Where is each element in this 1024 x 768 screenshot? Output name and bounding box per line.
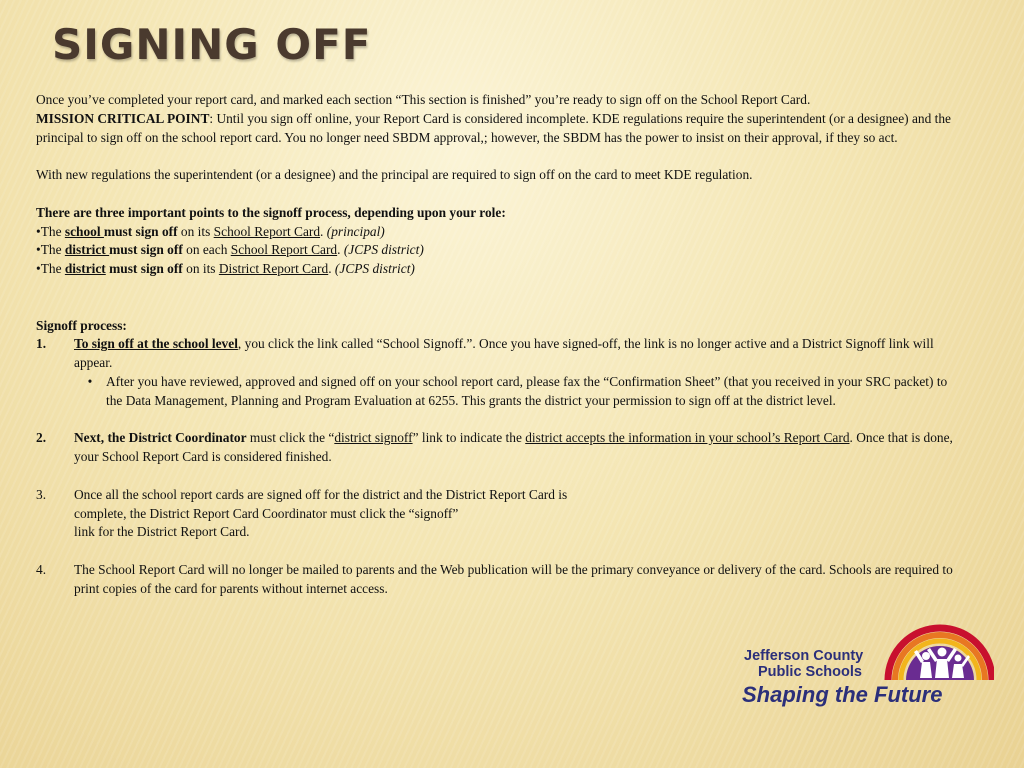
mission-critical-text: : Until you sign off online, your Report Card is considered incomplete. KDE regulations require the superintendent (or a designee) and the principal to sign off on the school report card. You no longer need SBDM approval,; however, the SBDM has the power to insist on their approval, if they so act. — [36, 110, 951, 145]
process-heading: Signoff process: — [36, 317, 127, 333]
process-step-2: 2. Next, the District Coordinator must click the “district signoff” link to indicate the district accepts the information in your school’s Report Card. Once that is done, your School Report Card is considered finished. — [36, 430, 953, 465]
intro-paragraph — [36, 91, 966, 147]
process-step-1-bullet: • After you have reviewed, approved and signed off on your school report card, please fax the “Confirmation Sheet” (that you received in your SRC packet) to the Data Management, Planning and Program Evaluation at 6255. This grants the district your permission to sign off at the district level. — [87, 373, 948, 408]
district-signoff-link: district signoff — [334, 430, 413, 446]
mission-critical-label: MISSION CRITICAL POINT — [36, 110, 210, 126]
jcps-logo — [738, 618, 994, 710]
rainbow-arch-icon — [888, 628, 992, 680]
logo-line-2: Public Schools — [758, 664, 862, 680]
process-step-1: 1. To sign off at the school level, you click the link called “School Signoff.”. Once you have signed-off, the link is no longer active and a District Signoff link will appear. — [36, 336, 934, 371]
intro-line: Once you’ve completed your report card, and marked each section “This section is finished” you’re ready to sign off on the School Report Card. — [36, 92, 811, 107]
point-item: •The district must sign off on each School Report Card. (JCPS district) — [36, 242, 424, 258]
logo-tagline: Shaping the Future — [742, 682, 943, 707]
point-item: •The school must sign off on its School Report Card. (principal) — [36, 223, 385, 239]
points-heading: There are three important points to the signoff process, depending upon your role: — [36, 204, 506, 220]
slide-body — [36, 91, 966, 599]
point-item: •The district must sign off on its District Report Card. (JCPS district) — [36, 261, 415, 277]
process-step-4: 4. The School Report Card will no longer be mailed to parents and the Web publication will be the primary conveyance or delivery of the card. Schools are required to print copies of the card for parents without internet access. — [36, 561, 953, 596]
regulation-paragraph: With new regulations the superintendent (or a designee) and the principal are required to sign off on the card to meet KDE regulation. — [36, 167, 753, 183]
page-title: SIGNING OFF — [52, 20, 372, 69]
process-step-3: 3. Once all the school report cards are signed off for the district and the District Report Card is complete, the District Report Card Coordinator must click the “signoff” link for the District Report Card. — [36, 486, 568, 540]
logo-line-1: Jefferson County — [744, 648, 864, 664]
